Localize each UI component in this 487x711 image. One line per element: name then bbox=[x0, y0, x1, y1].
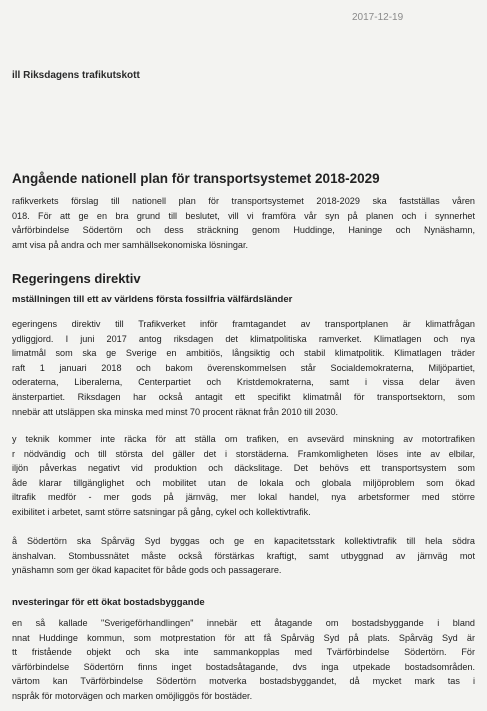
paragraph-line: oderaterna, Liberalerna, Centerpartiet och Kristdemokraterna, samt i vissa delar även bbox=[12, 377, 475, 388]
recipient-line: ill Riksdagens trafikutskott bbox=[12, 70, 140, 81]
paragraph-line: en så kallade "Sverigeförhandlingen" innebär ett åtagande om bostadsbyggande i bland bbox=[12, 618, 475, 628]
subheading-climate: mställningen till ett av världens första fossilfria välfärdsländer bbox=[12, 294, 293, 305]
subheading-housing: nvesteringar för ett ökat bostadsbyggande bbox=[12, 597, 205, 608]
paragraph-line: värförbindelse Södertörn finns inget bostadsåtagande, dvs inga utpekade bostadsområden. bbox=[12, 661, 475, 672]
paragraph-line: å Södertörn ska Spårväg Syd byggas och ge en kapacitetsstark kollektivtrafik till hela södra bbox=[12, 536, 475, 546]
paragraph-line: ynäshamn som ger ökad kapacitet för både gods och passagerare. bbox=[12, 565, 282, 576]
paragraph-line: 018. För att ge en bra grund till beslutet, vill vi framföra vår syn på planen och i synnerhet bbox=[12, 210, 475, 221]
paragraph-line: y teknik kommer inte räcka för att ställa om trafiken, en avsevärd minskning av motortrafiken bbox=[12, 434, 475, 444]
sodertorn-paragraph bbox=[12, 534, 475, 578]
letter-date: 2017-12-19 bbox=[352, 12, 404, 23]
section-heading: Regeringens direktiv bbox=[12, 271, 141, 286]
paragraph-line: egeringens direktiv till Trafikverket inför framtagandet av transportplanen är klimatfrågan bbox=[12, 319, 475, 329]
paragraph-line: exibilitet i arbetet, samt större satsningar på gång, cykel och kollektivtrafik. bbox=[12, 506, 311, 517]
paragraph-line: r nödvändig och till största del gäller det i storstäderna. Framkomligheten löses inte av elbilar, bbox=[12, 448, 475, 459]
paragraph-line: limatmål som ska ge Sverige en ambitiös, långsiktig och stabil klimatpolitik. Klimatlagen träder bbox=[12, 348, 475, 359]
paragraph-line: ydliggjord. I juni 2017 antog riksdagen det klimatpolitiska ramverket. Klimatlagen och nya bbox=[12, 333, 475, 344]
paragraph-line: vårförbindelse Södertörn och dess sträckning genom Huddinge, Haninge och Nynäshamn, bbox=[12, 225, 475, 236]
paragraph-line: rafikverkets förslag till nationell plan för transportsystemet 2018-2029 ska fastställas våren bbox=[12, 196, 475, 206]
document-title: Angående nationell plan för transportsystemet 2018-2029 bbox=[12, 171, 380, 186]
paragraph-line: nnebär att utsläppen ska minska med minst 70 procent räknat från 2010 till 2030. bbox=[12, 406, 339, 417]
climate-paragraph bbox=[12, 317, 475, 419]
paragraph-line: nnat Huddinge kommun, som motprestation för att få Spårväg Syd på plats. Spårväg Syd är bbox=[12, 632, 475, 643]
intro-paragraph bbox=[12, 194, 475, 252]
paragraph-line: åde klarar tillgänglighet och mobilitet utan de lokala och globala miljöproblem som ökad bbox=[12, 477, 475, 488]
paragraph-line: tt fristående objekt och ska inte sammankopplas med Tvärförbindelse Södertörn. För bbox=[12, 647, 475, 658]
paragraph-line: värtom kan Tvärförbindelse Södertörn motverka bostadsbyggandet, då mycket mark tas i bbox=[12, 676, 475, 687]
paragraph-line: raft 1 januari 2018 och bakom överenskommelsen står Socialdemokraterna, Miljöpartiet, bbox=[12, 362, 475, 373]
paragraph-line: änsterpartiet. Riksdagen har också antagit ett specifikt klimatmål för transportsektorn, som bbox=[12, 391, 475, 402]
housing-paragraph bbox=[12, 616, 475, 704]
paragraph-line: iltrafik medför - mer gods på järnväg, mer lokal handel, nya arbetsformer med större bbox=[12, 492, 475, 503]
paragraph-line: änshalvan. Stombussnätet måste också förstärkas kraftigt, samt utbyggnad av järnväg mot bbox=[12, 550, 475, 561]
paragraph-line: iljön påverkas negativt vid produktion och däckslitage. Det behövs ett transportsystem som bbox=[12, 463, 475, 474]
paragraph-line: amt visa på andra och mer samhällsekonomiska lösningar. bbox=[12, 239, 249, 250]
technology-paragraph bbox=[12, 432, 475, 520]
paragraph-line: nspråk för motorvägen och marken omöjliggös för bostäder. bbox=[12, 690, 253, 701]
